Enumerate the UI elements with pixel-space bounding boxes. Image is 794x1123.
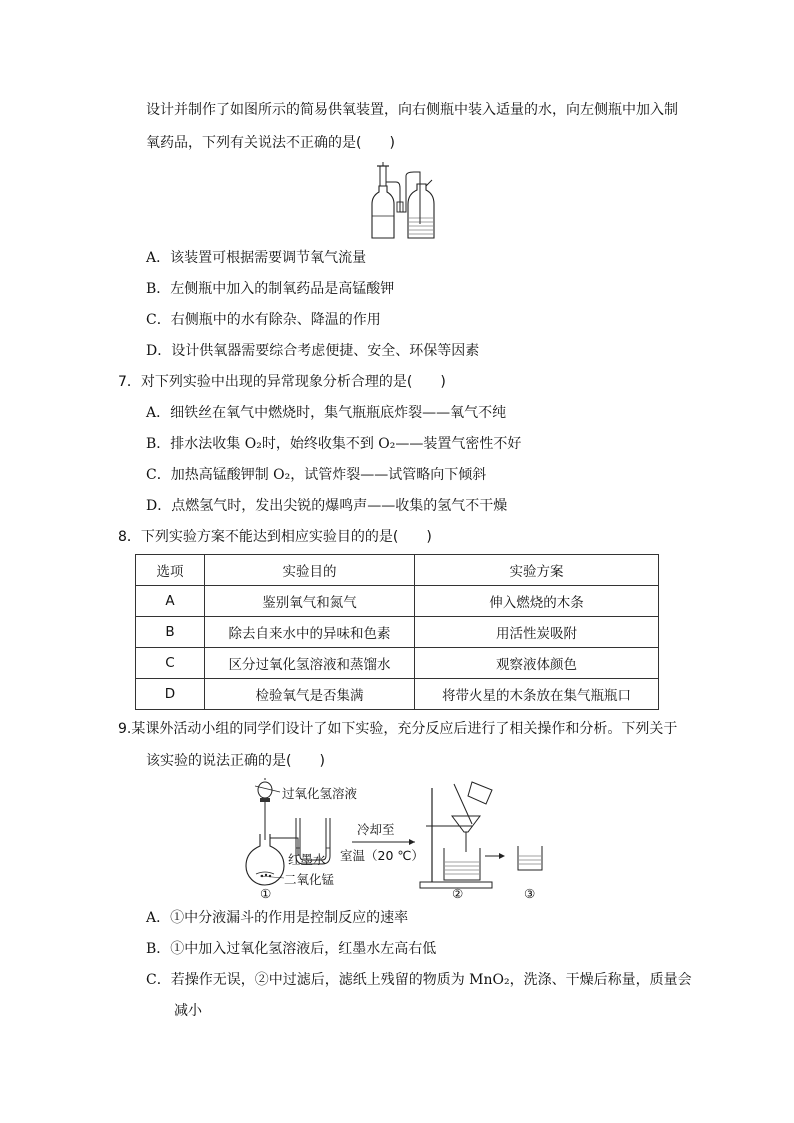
figure-number-1: ①: [260, 886, 272, 901]
label-h2o2: 过氧化氢溶液: [282, 786, 358, 801]
table-cell: A: [136, 586, 205, 617]
q6-stem-line2: 氧药品，下列有关说法不正确的是( ): [146, 135, 395, 151]
q8-stem: 8．下列实验方案不能达到相应实验目的的是( ): [118, 529, 432, 545]
table-cell: 区分过氧化氢溶液和蒸馏水: [205, 648, 415, 679]
table-cell: D: [136, 679, 205, 710]
table-cell: 检验氧气是否集满: [205, 679, 415, 710]
table-cell: 用活性炭吸附: [415, 617, 659, 648]
q6-option-a: A．该装置可根据需要调节氧气流量: [146, 250, 367, 266]
table-cell: C: [136, 648, 205, 679]
table-header-cell: 实验方案: [415, 555, 659, 586]
label-ink: 红墨水: [288, 852, 326, 867]
q7-option-b: B．排水法收集 O₂时，始终收集不到 O₂——装置气密性不好: [146, 436, 522, 452]
figure-number-2: ②: [452, 886, 464, 901]
q6-option-c: C．右侧瓶中的水有除杂、降温的作用: [146, 312, 381, 328]
table-row: [136, 679, 659, 710]
label-cool: 冷却至: [357, 822, 395, 837]
table-header-row: [136, 555, 659, 586]
table-row: [136, 586, 659, 617]
q9-option-c: C．若操作无误，②中过滤后，滤纸上残留的物质为 MnO₂，洗涤、干燥后称量，质量会: [146, 972, 692, 988]
q6-option-b: B．左侧瓶中加入的制氧药品是高锰酸钾: [146, 281, 395, 297]
q8-table: [135, 554, 659, 710]
label-room-temp: 室温（20 ℃）: [340, 848, 424, 863]
q6-option-d: D．设计供氧器需要综合考虑便捷、安全、环保等因素: [146, 343, 480, 359]
table-cell: 除去自来水中的异味和色素: [205, 617, 415, 648]
label-mno2: 二氧化锰: [284, 872, 335, 887]
q7-option-d: D．点燃氢气时，发出尖锐的爆鸣声——收集的氢气不干燥: [146, 498, 508, 514]
table-cell: 观察液体颜色: [415, 648, 659, 679]
q9-stem-line1: 9.某课外活动小组的同学们设计了如下实验，充分反应后进行了相关操作和分析。下列关于: [118, 721, 678, 737]
q7-stem: 7．对下列实验中出现的异常现象分析合理的是( ): [118, 374, 446, 390]
table-cell: 将带火星的木条放在集气瓶瓶口: [415, 679, 659, 710]
table-cell: B: [136, 617, 205, 648]
q6-stem-line1: 设计并制作了如图所示的简易供氧装置，向右侧瓶中装入适量的水，向左侧瓶中加入制: [146, 102, 678, 118]
table-header-cell: 实验目的: [205, 555, 415, 586]
table-cell: 鉴别氧气和氮气: [205, 586, 415, 617]
q7-option-c: C．加热高锰酸钾制 O₂，试管炸裂——试管略向下倾斜: [146, 467, 487, 483]
q9-experiment-figure: [240, 778, 560, 903]
q9-option-a: A．①中分液漏斗的作用是控制反应的速率: [146, 910, 409, 926]
table-row: [136, 648, 659, 679]
q9-option-c-continued: 减小: [174, 1003, 202, 1019]
table-header-cell: 选项: [136, 555, 205, 586]
q7-option-a: A．细铁丝在氧气中燃烧时，集气瓶瓶底炸裂——氧气不纯: [146, 405, 507, 421]
q9-option-b: B．①中加入过氧化氢溶液后，红墨水左高右低: [146, 941, 437, 957]
q6-apparatus-figure: [362, 162, 462, 242]
figure-number-3: ③: [524, 886, 536, 901]
table-row: [136, 617, 659, 648]
table-cell: 伸入燃烧的木条: [415, 586, 659, 617]
q9-stem-line2: 该实验的说法正确的是( ): [146, 753, 325, 769]
